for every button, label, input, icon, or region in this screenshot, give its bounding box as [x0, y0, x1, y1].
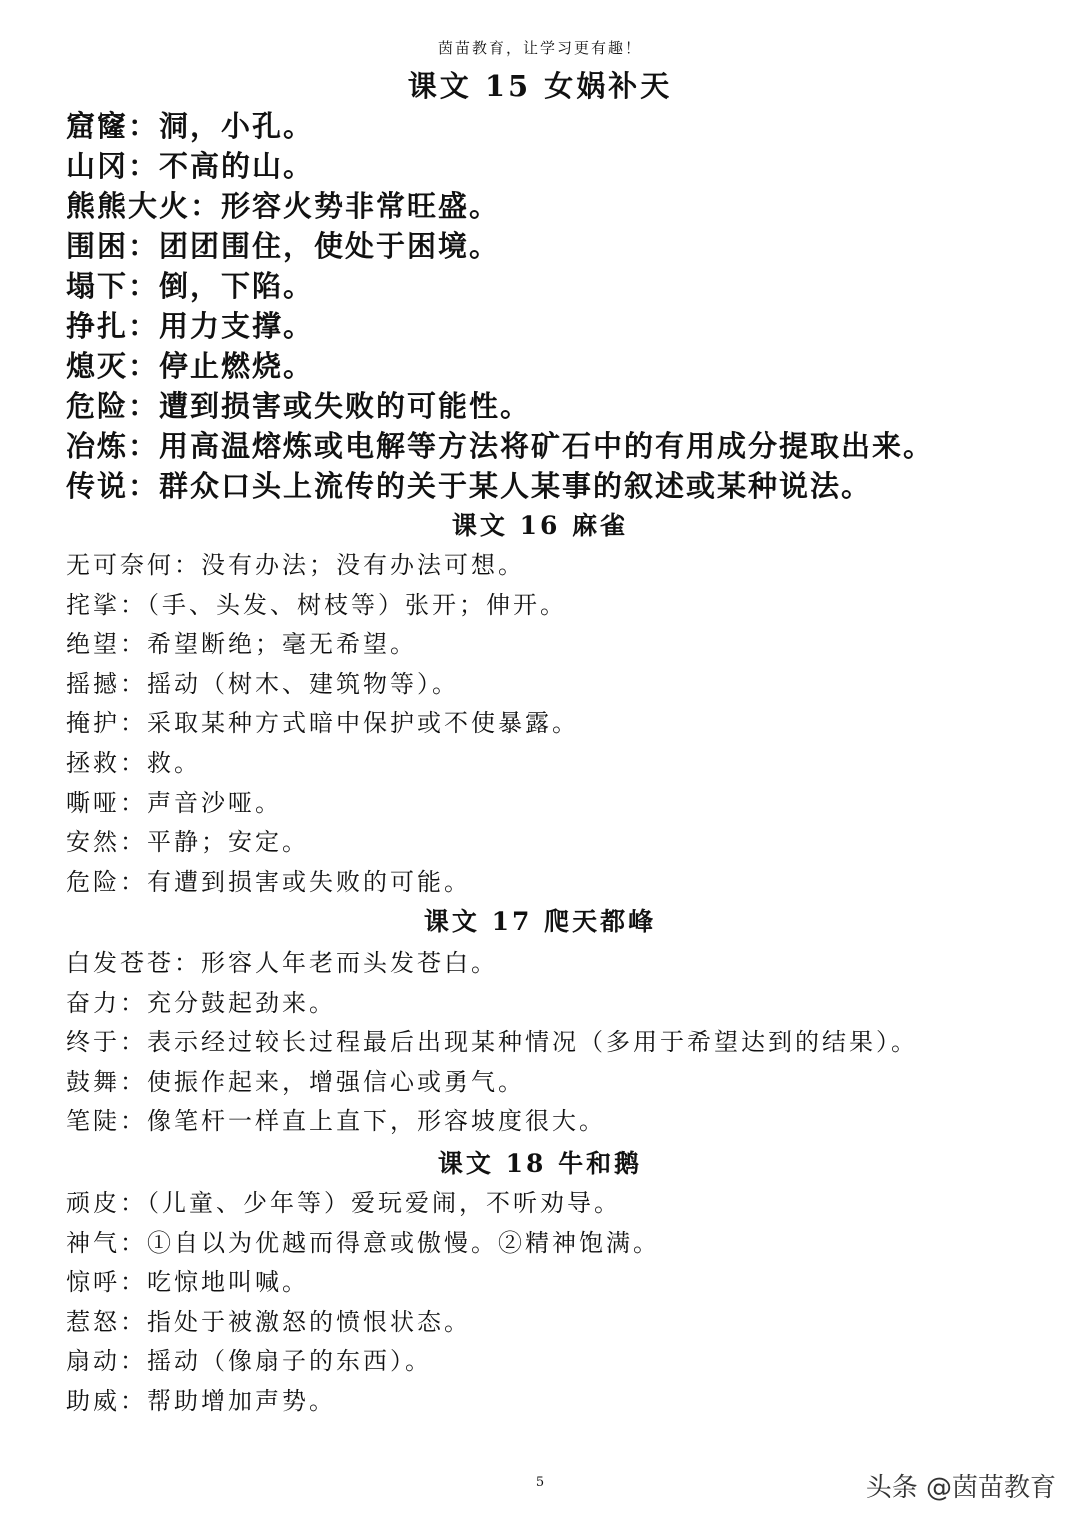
vocab-entry: 危险：有遭到损害或失败的可能。	[66, 867, 471, 896]
vocab-entry: 顽皮：（儿童、少年等）爱玩爱闹，不听劝导。	[66, 1189, 621, 1217]
vocab-entry: 掩护：采取某种方式暗中保护或不使暴露。	[66, 709, 579, 738]
vocab-entry: 惹怒：指处于被激怒的愤恨状态。	[66, 1307, 471, 1336]
vocab-entry: 无可奈何：没有办法；没有办法可想。	[66, 551, 525, 579]
lesson-18-vocabulary-list	[66, 1184, 1056, 1422]
vocab-entry: 白发苍苍：形容人年老而头发苍白。	[66, 949, 498, 977]
vocab-entry: 扇动：摇动（像扇子的东西）。	[66, 1347, 432, 1376]
vocab-entry: 惊呼：吃惊地叫喊。	[66, 1268, 309, 1297]
vocab-entry: 围困：团团围住，使处于困境。	[66, 229, 501, 263]
vocab-entry: 奋力：充分鼓起劲来。	[66, 988, 336, 1017]
watermark: 头条 @茵苗教育	[865, 1473, 1056, 1503]
vocab-entry: 冶炼：用高温熔炼或电解等方法将矿石中的有用成分提取出来。	[66, 429, 935, 463]
vocab-entry: 摇撼：摇动（树木、建筑物等）。	[66, 669, 459, 698]
vocab-entry: 安然：平静；安定。	[66, 828, 309, 857]
page-header: 茵苗教育，让学习更有趣！	[437, 39, 642, 57]
vocab-entry: 绝望：希望断绝；毫无希望。	[66, 630, 417, 659]
vocab-entry: 神气：①自以为优越而得意或傲慢。②精神饱满。	[66, 1228, 660, 1257]
vocab-entry: 山冈：不高的山。	[66, 149, 315, 183]
vocab-entry: 传说：群众口头上流传的关于某人某事的叙述或某种说法。	[66, 469, 873, 503]
vocab-entry: 熊熊大火：形容火势非常旺盛。	[66, 189, 501, 223]
vocab-entry: 笔陡：像笔杆一样直上直下，形容坡度很大。	[66, 1107, 606, 1136]
lesson-16-title: 课文 16 麻雀	[451, 511, 629, 540]
vocab-entry: 熄灭：停止燃烧。	[66, 349, 315, 383]
vocab-entry: 嘶哑：声音沙哑。	[66, 788, 282, 817]
vocab-entry: 挣扎：用力支撑。	[66, 309, 315, 343]
lesson-15-title: 课文 15 女娲补天	[407, 69, 673, 103]
vocab-entry: 助威：帮助增加声势。	[66, 1386, 336, 1415]
vocab-entry: 鼓舞：使振作起来，增强信心或勇气。	[66, 1067, 525, 1096]
vocab-entry: 塌下：倒，下陷。	[66, 269, 315, 303]
vocab-entry: 窟窿：洞，小孔。	[66, 109, 315, 143]
vocab-entry: 挓挲：（手、头发、树枝等）张开；伸开。	[66, 590, 567, 619]
lesson-17-title: 课文 17 爬天都峰	[423, 907, 657, 936]
vocab-entry: 拯救：救。	[66, 748, 201, 777]
lesson-16-vocabulary-list	[66, 546, 1056, 902]
lesson-15-vocabulary-list	[66, 106, 1056, 506]
page-number: 5	[535, 1475, 545, 1490]
lesson-17-vocabulary-list	[66, 944, 1056, 1142]
lesson-18-title: 课文 18 牛和鹅	[437, 1149, 643, 1178]
vocab-entry: 终于：表示经过较长过程最后出现某种情况（多用于希望达到的结果）。	[66, 1028, 918, 1057]
vocab-entry: 危险：遭到损害或失败的可能性。	[66, 389, 532, 423]
